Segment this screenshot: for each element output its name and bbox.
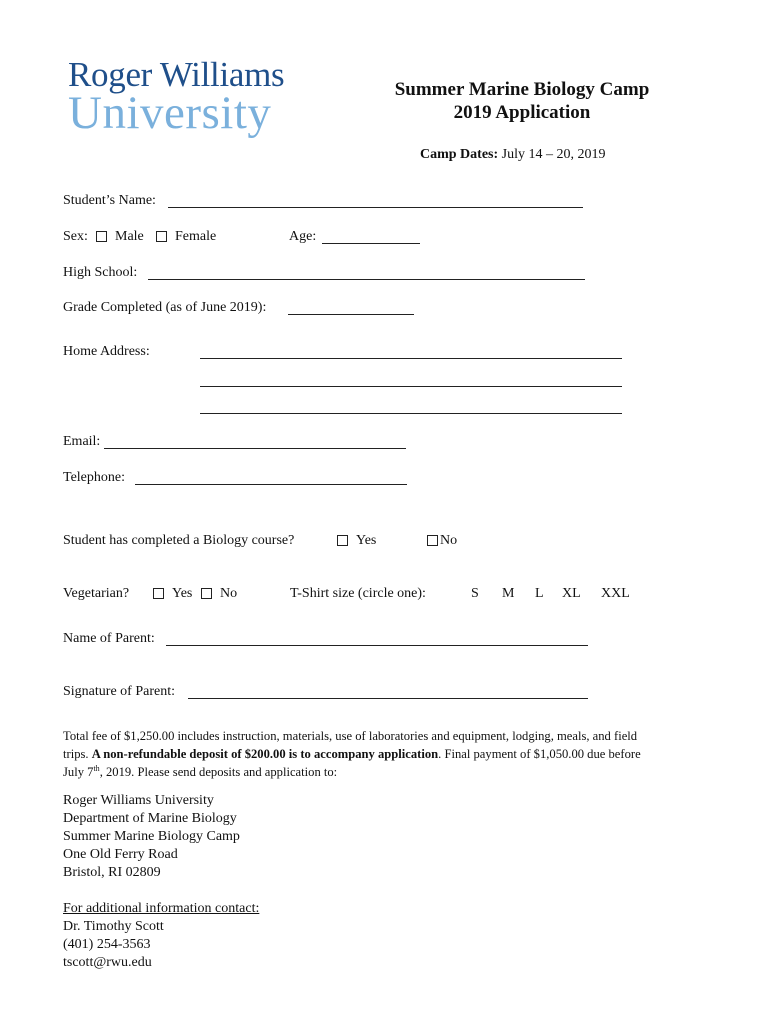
telephone-label: Telephone: (63, 470, 125, 485)
contact-name: Dr. Timothy Scott (63, 919, 164, 934)
fee-text-end: , 2019. Please send deposits and application to: (99, 765, 338, 779)
fee-paragraph (63, 727, 653, 781)
mailing-address (63, 792, 240, 882)
biology-yes-checkbox[interactable] (337, 535, 348, 546)
email-field[interactable] (104, 448, 406, 449)
contact-phone: (401) 254-3563 (63, 937, 151, 952)
address-line: Roger Williams University (63, 793, 214, 808)
address-line: Summer Marine Biology Camp (63, 829, 240, 844)
tshirt-size-xl[interactable]: XL (562, 586, 581, 601)
telephone-field[interactable] (135, 484, 407, 485)
sex-female-checkbox[interactable] (156, 231, 167, 242)
logo-roger-williams: Roger Williams (68, 55, 285, 94)
high-school-label: High School: (63, 265, 138, 280)
sex-label: Sex: (63, 229, 88, 244)
form-title: Summer Marine Biology Camp (394, 79, 650, 100)
biology-no-checkbox[interactable] (427, 535, 438, 546)
parent-signature-label: Signature of Parent: (63, 684, 175, 699)
tshirt-size-l[interactable]: L (535, 586, 544, 601)
tshirt-size-s[interactable]: S (471, 586, 479, 601)
vegetarian-yes-checkbox[interactable] (153, 588, 164, 599)
camp-dates-label: Camp Dates: (420, 147, 499, 162)
tshirt-size-label: T-Shirt size (circle one): (290, 586, 426, 601)
home-address-line-1[interactable] (200, 358, 622, 359)
high-school-field[interactable] (148, 279, 585, 280)
email-label: Email: (63, 434, 101, 449)
address-line: One Old Ferry Road (63, 847, 178, 862)
parent-name-field[interactable] (166, 645, 588, 646)
tshirt-size-m[interactable]: M (502, 586, 515, 601)
tshirt-size-xxl[interactable]: XXL (601, 586, 630, 601)
home-address-line-2[interactable] (200, 386, 622, 387)
parent-signature-field[interactable] (188, 698, 588, 699)
contact-heading: For additional information contact: (63, 901, 260, 916)
grade-completed-field[interactable] (288, 314, 414, 315)
sex-male-checkbox[interactable] (96, 231, 107, 242)
vegetarian-yes-label: Yes (172, 586, 193, 601)
fee-date-superscript: th (93, 763, 100, 773)
student-name-label: Student’s Name: (63, 193, 156, 208)
sex-male-label: Male (115, 229, 144, 244)
sex-female-label: Female (175, 229, 217, 244)
student-name-field[interactable] (168, 207, 583, 208)
age-label: Age: (289, 229, 317, 244)
biology-yes-label: Yes (356, 533, 377, 548)
fee-deposit-notice: A non-refundable deposit of $200.00 is to accompany application (91, 747, 439, 761)
age-field[interactable] (322, 243, 420, 244)
camp-dates (420, 148, 606, 162)
form-subtitle: 2019 Application (453, 102, 591, 123)
biology-course-question: Student has completed a Biology course? (63, 533, 295, 548)
address-line: Department of Marine Biology (63, 811, 237, 826)
vegetarian-no-label: No (220, 586, 238, 601)
fee-text-final-payment: . Final payment of $1,050.00 due before July 7 (63, 747, 641, 779)
camp-dates-value: July 14 – 20, 2019 (501, 147, 606, 162)
contact-info (63, 900, 259, 972)
address-line: Bristol, RI 02809 (63, 865, 161, 880)
home-address-line-3[interactable] (200, 413, 622, 414)
grade-completed-label: Grade Completed (as of June 2019): (63, 300, 267, 315)
logo-university: University (68, 87, 272, 139)
biology-no-label: No (440, 533, 458, 548)
contact-email: tscott@rwu.edu (63, 955, 152, 970)
vegetarian-label: Vegetarian? (63, 586, 130, 601)
vegetarian-no-checkbox[interactable] (201, 588, 212, 599)
fee-text-intro: Total fee of $1,250.00 includes instruction, materials, use of laboratories and equipment, lodging, meals, and field trips. (63, 729, 638, 761)
parent-name-label: Name of Parent: (63, 631, 155, 646)
home-address-label: Home Address: (63, 344, 150, 359)
